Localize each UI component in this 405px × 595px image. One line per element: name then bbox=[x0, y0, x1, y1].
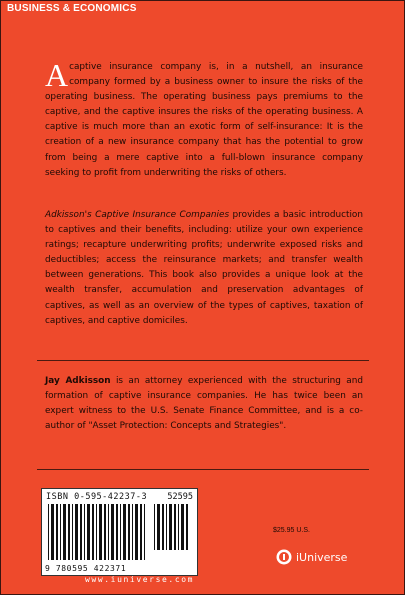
barcode-bar bbox=[135, 504, 138, 560]
isbn-label: ISBN 0-595-42237-3 bbox=[46, 492, 148, 502]
author-bio-text: is an attorney experienced with the structuring and formation of captive insurance companies. He has twice been an expert witness to the U.S. Senate Finance Committee, and is a co-author of "Asset Protection: Concepts and Strategies". bbox=[45, 376, 363, 432]
summary-paragraph bbox=[45, 208, 363, 329]
barcode-bar bbox=[154, 504, 155, 550]
barcode-bar bbox=[181, 504, 184, 550]
website-url: www.iuniverse.com bbox=[85, 575, 195, 584]
barcode-bar bbox=[123, 504, 126, 560]
barcode-bar bbox=[60, 504, 61, 560]
barcode-bar bbox=[162, 504, 164, 550]
barcode-bar bbox=[120, 504, 121, 560]
barcode-bar bbox=[63, 504, 66, 560]
summary-text: provides a basic introduction to captives and their benefits, including: utilize your own experience ratings; recapture underwriting profits; underwrite exposed risks and deductibles; access the reinsurance markets; and transfer wealth between generations. This book also provides a unique look at the wealth transfer, accumulation and preservation advantages of captives, as well as an overview of the types of captives, taxation of captives, and captive domiciles. bbox=[45, 210, 363, 326]
barcode-bar bbox=[132, 504, 133, 560]
description-text: captive insurance company is, in a nutshell, an insurance company formed by a business owner to insure the risks of the operating business. The operating business pays premiums to the captive, and the captive insures the risks of the operating business. A captive is much more than an exotic form of self-insurance: It is the creation of a new insurance company that has the potential to grow from being a mere captive into a full-blown insurance company seeking to profit from underwriting the risks of others. bbox=[45, 62, 363, 178]
description-paragraph bbox=[45, 57, 363, 181]
publisher-logo bbox=[276, 549, 347, 565]
price-code: 52595 bbox=[167, 492, 193, 502]
barcode-bar bbox=[140, 504, 142, 560]
barcode-bar bbox=[128, 504, 130, 560]
barcode-bar bbox=[75, 504, 78, 560]
barcode-bar bbox=[56, 504, 58, 560]
barcode-bar bbox=[87, 504, 90, 560]
barcode-bar bbox=[92, 504, 94, 560]
barcode-icon bbox=[48, 504, 148, 560]
barcode-bar bbox=[157, 504, 160, 550]
barcode-bar bbox=[96, 504, 97, 560]
publisher-name: iUniverse bbox=[296, 550, 348, 564]
drop-cap: A bbox=[45, 57, 69, 93]
barcode-bar bbox=[68, 504, 70, 560]
barcode-bar bbox=[108, 504, 109, 560]
barcode-addon-icon bbox=[154, 504, 192, 550]
ean-number: 9 780595 422371 bbox=[45, 564, 127, 573]
author-name: Jay Adkisson bbox=[45, 376, 111, 386]
barcode-bar bbox=[104, 504, 106, 560]
barcode-bar bbox=[166, 504, 167, 550]
barcode-bar bbox=[99, 504, 102, 560]
barcode-bar bbox=[174, 504, 176, 550]
barcode-bar bbox=[144, 504, 145, 560]
barcode-bar bbox=[72, 504, 73, 560]
book-title: Adkisson's Captive Insurance Companies bbox=[45, 210, 230, 220]
barcode-bar bbox=[80, 504, 82, 560]
barcode-bar bbox=[116, 504, 118, 560]
barcode-bar bbox=[51, 504, 54, 560]
divider bbox=[37, 360, 369, 361]
barcode-box bbox=[41, 488, 198, 576]
barcode-bar bbox=[48, 504, 49, 560]
barcode-bar bbox=[84, 504, 85, 560]
divider bbox=[37, 469, 369, 470]
iuniverse-logo-icon bbox=[276, 549, 292, 565]
price-label: $25.95 U.S. bbox=[273, 527, 310, 534]
category-label: BUSINESS & ECONOMICS bbox=[7, 3, 137, 14]
barcode-bar bbox=[169, 504, 172, 550]
barcode-bar bbox=[111, 504, 114, 560]
author-bio-paragraph bbox=[45, 374, 363, 434]
barcode-bar bbox=[178, 504, 179, 550]
barcode-bar bbox=[186, 504, 188, 550]
